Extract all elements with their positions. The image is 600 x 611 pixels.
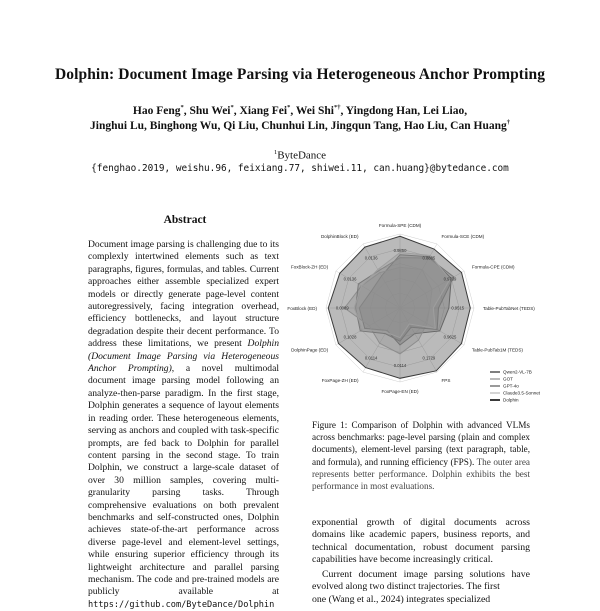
figure-caption-main: Figure 1: Comparison of Dolphin with advanced VLMs across benchmarks: page-level parsing (plain and complex documents), element-level parsing (text paragraph, table, and formula), and running efficiency (FPS). <box>312 420 530 467</box>
tick-label: 0.0136 <box>343 276 357 282</box>
legend-label: GPT-4o <box>503 383 519 389</box>
author-name: Xiang Fei <box>239 104 288 117</box>
legend-label: Claude3.5-Sonnet <box>503 390 541 396</box>
author-mark: * <box>230 104 234 111</box>
author-mark: * <box>180 104 184 111</box>
paper-title: Dolphin: Document Image Parsing via Heterogeneous Anchor Prompting <box>54 66 546 83</box>
legend-label: Dolphin <box>503 397 519 403</box>
model-acronym: (Document Image Parsing via Heterogeneous Anchor Prompting) <box>88 350 279 375</box>
tick-label: 0.0136 <box>364 255 378 261</box>
author-name: Wei Shi <box>295 104 334 117</box>
axis-label: FoxBlock (ED) <box>287 306 317 311</box>
tick-label: 0.0089 <box>335 305 349 311</box>
abstract-heading: Abstract <box>163 214 207 226</box>
tick-label: 0.8885 <box>422 255 436 261</box>
author-line-1: Hao Feng*, Shu Wei*, Xiang Fei*, Wei Shi*†, Yingdong Han, Lei Liao, <box>132 104 468 117</box>
axis-label: Formula-SPE (CDM) <box>378 223 422 228</box>
author-mark: * <box>287 104 291 111</box>
author-name: Yingdong Han <box>345 104 418 117</box>
axis-label: FPS <box>441 377 451 383</box>
intro-paragraph-3: one (Wang et al., 2024) integrates specialized <box>312 594 491 605</box>
intro-paragraph-2: Current document image parsing solutions have evolved along two distinct trajectories. The first <box>312 569 530 593</box>
intro-paragraph-1: exponential growth of digital documents across domains like academic papers, business reports, and technical documentation, robust document parsing capabilities have become increasingly critical. <box>312 517 530 566</box>
author-line-2: Jinghui Lu, Binghong Wu, Qi Liu, Chunhui Lin, Jingqun Tang, Hao Liu, Can Huang† <box>90 119 510 132</box>
legend-label: Qwen2-VL-7B <box>503 369 532 375</box>
author-name: Chunhui Lin <box>261 119 325 132</box>
affiliation-name: ByteDance <box>277 149 327 162</box>
tick-label: 0.9515 <box>451 305 465 311</box>
abstract-text-2: , a novel multimodal document image parsing model following an analyze-then-parse paradigm. In the first stage, Dolphin generates a sequence of layout elements in reading order. These heterogeneous elements, serving as anchors and coupled with task-specific prompts, are fed back to Dolphin for parallel content parsing in the second stage. To train Dolphin, we construct a large-scale dataset of over 30 million samples, covering multi-granularity parsing tasks. Through comprehensive evaluations on both prevalent benchmarks and self-constructed ones, Dolphin achieves state-of-the-art performance across diverse page-level and element-level settings, while ensuring superior efficiency through its lightweight architecture and parallel parsing mechanism. The code and pre-trained models are publicly available at <box>88 363 279 598</box>
figure-caption <box>312 419 530 492</box>
tick-label: 0.9625 <box>443 334 457 340</box>
axis-label: DolphinPage (ED) <box>291 347 329 353</box>
chart-legend <box>490 370 541 403</box>
tick-label: 0.1028 <box>343 334 357 340</box>
author-emails: {fenghao.2019, weishu.96, feixiang.77, shiwei.11, can.huang}@bytedance.com <box>91 163 509 174</box>
affiliation <box>0 149 600 162</box>
axis-label: FoxPage-ZH (ED) <box>321 377 359 383</box>
tick-label: 0.9850 <box>393 247 407 253</box>
model-name: Dolphin <box>247 338 279 350</box>
abstract-text-1: Document image parsing is challenging due to its complexly intertwined elements such as text paragraphs, figures, formulas, and tables. Current approaches either assemble specialized expert models or directly generate page-level content autoregressively, facing integration overhead, efficiency bottlenecks, and layout structure degradation despite their decent performance. To address these limitations, we present <box>88 239 279 350</box>
tick-label: 0.9739 <box>443 276 457 282</box>
axis-label: Formula-CPE (CDM) <box>471 264 515 270</box>
author-name: Can Huang <box>450 119 507 132</box>
author-name: Jingqun Tang <box>330 119 399 132</box>
author-mark: *† <box>333 104 341 111</box>
author-name: Lei Liao <box>423 104 465 117</box>
axis-label: Table-PubTab1M (TEDS) <box>471 347 523 353</box>
affiliation-mark: 1 <box>273 149 278 156</box>
author-name: Shu Wei <box>189 104 231 117</box>
tick-label: 0.1729 <box>422 355 436 361</box>
axis-label: FoxBlock-ZH (ED) <box>290 264 329 270</box>
tick-label: 0.0114 <box>393 363 407 369</box>
radar-chart <box>287 210 541 410</box>
abstract-body <box>88 239 279 611</box>
github-link[interactable]: https://github.com/ByteDance/Dolphin <box>88 599 275 610</box>
author-name: Qi Liu <box>223 119 256 132</box>
tick-label: 0.0114 <box>364 355 378 361</box>
author-name: Binghong Wu <box>149 119 218 132</box>
figure-caption-note: The outer area represents better performance. Dolphin exhibits the best performance in most evaluations. <box>312 456 530 492</box>
axis-label: Formula-SCE (CDM) <box>441 234 485 240</box>
author-name: Hao Liu <box>403 119 445 132</box>
author-name: Hao Feng <box>132 104 181 117</box>
author-name: Jinghui Lu <box>90 119 145 132</box>
axis-label: Table-PubTabNet (TEDS) <box>483 306 535 311</box>
author-mark: † <box>506 119 510 126</box>
legend-label: GOT <box>503 376 513 382</box>
axis-label: FoxPage-EN (ED) <box>381 389 419 394</box>
axis-label: DolphinBlock (ED) <box>320 234 359 240</box>
